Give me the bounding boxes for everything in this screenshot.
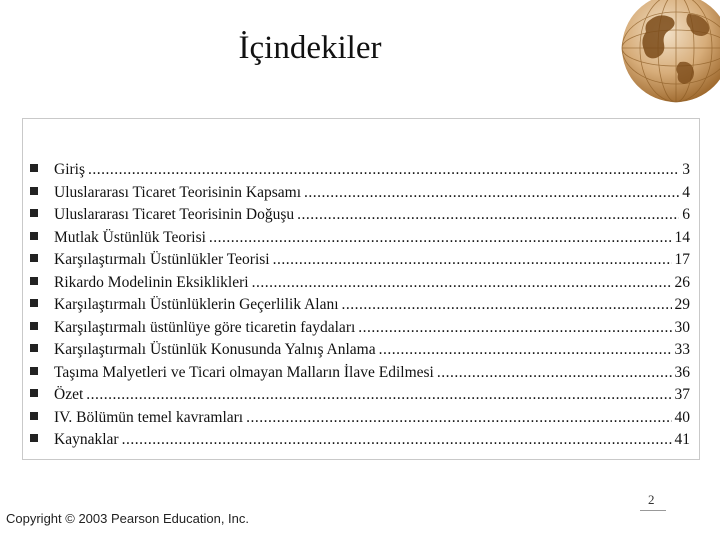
dot-leader — [86, 384, 671, 407]
toc-item — [30, 407, 690, 430]
toc-item-page: 17 — [674, 251, 690, 268]
toc-item-page: 40 — [674, 408, 690, 426]
toc-item — [30, 294, 690, 317]
table-of-contents — [30, 159, 690, 452]
dot-leader — [88, 159, 679, 182]
bullet-icon — [30, 389, 38, 397]
toc-item — [30, 384, 690, 407]
bullet-icon — [30, 254, 38, 262]
toc-item-label: IV. Bölümün temel kavramları — [54, 408, 244, 426]
page-number-divider — [640, 510, 666, 511]
bullet-icon — [30, 344, 38, 352]
toc-item-label: Karşılaştırmalı Üstünlük Konusunda Yalnış Anlama — [54, 341, 376, 358]
toc-item-label: Uluslararası Ticaret Teorisinin Kapsamı — [54, 183, 302, 201]
toc-item-label: Uluslararası Ticaret Teorisinin Doğuşu — [54, 206, 295, 223]
bullet-icon — [30, 434, 38, 442]
globe-icon — [610, 0, 720, 110]
toc-item — [30, 362, 690, 385]
bullet-icon — [30, 209, 38, 217]
dot-leader — [273, 249, 672, 272]
toc-item — [30, 429, 690, 452]
toc-item — [30, 159, 690, 182]
toc-item-page: 14 — [674, 228, 690, 246]
dot-leader — [304, 182, 679, 205]
toc-item-label: Karşılaştırmalı Üstünlüklerin Geçerlilik Alanı — [54, 296, 339, 313]
page-number: 2 — [648, 492, 655, 507]
dot-leader — [252, 272, 672, 295]
toc-item — [30, 227, 690, 250]
bullet-icon — [30, 322, 38, 330]
bullet-icon — [30, 299, 38, 307]
toc-item — [30, 272, 690, 295]
toc-item — [30, 317, 690, 340]
toc-item-page: 3 — [682, 161, 690, 178]
toc-item-label: Karşılaştırmalı üstünlüye göre ticaretin faydaları — [54, 318, 356, 336]
toc-item-page: 41 — [674, 431, 690, 448]
toc-item — [30, 249, 690, 272]
toc-item-label: Özet — [54, 386, 84, 403]
toc-item — [30, 339, 690, 362]
toc-item-label: Kaynaklar — [54, 431, 119, 448]
dot-leader — [379, 339, 672, 362]
toc-item-label: Rikardo Modelinin Eksiklikleri — [54, 273, 249, 291]
dot-leader — [246, 407, 671, 430]
toc-item-page: 6 — [682, 206, 690, 223]
toc-item-page: 4 — [682, 183, 690, 201]
toc-item-page: 29 — [674, 296, 690, 313]
toc-item-label: Karşılaştırmalı Üstünlükler Teorisi — [54, 251, 270, 268]
bullet-icon — [30, 367, 38, 375]
dot-leader — [122, 429, 672, 452]
bullet-icon — [30, 232, 38, 240]
bullet-icon — [30, 412, 38, 420]
toc-item — [30, 182, 690, 205]
dot-leader — [358, 317, 671, 340]
toc-item-label: Mutlak Üstünlük Teorisi — [54, 228, 206, 246]
bullet-icon — [30, 277, 38, 285]
toc-item — [30, 204, 690, 227]
toc-item-page: 26 — [674, 273, 690, 291]
toc-item-page: 33 — [674, 341, 690, 358]
bullet-icon — [30, 164, 38, 172]
toc-item-page: 30 — [674, 318, 690, 336]
toc-item-page: 37 — [674, 386, 690, 403]
dot-leader — [342, 294, 672, 317]
dot-leader — [297, 204, 679, 227]
dot-leader — [209, 227, 672, 250]
page-title: İçindekiler — [238, 30, 382, 66]
dot-leader — [437, 362, 672, 385]
copyright-notice: Copyright © 2003 Pearson Education, Inc. — [6, 511, 250, 526]
toc-item-page: 36 — [674, 363, 690, 381]
bullet-icon — [30, 187, 38, 195]
toc-item-label: Taşıma Malyetleri ve Ticari olmayan Malların İlave Edilmesi — [54, 363, 434, 381]
toc-item-label: Giriş — [54, 161, 85, 178]
